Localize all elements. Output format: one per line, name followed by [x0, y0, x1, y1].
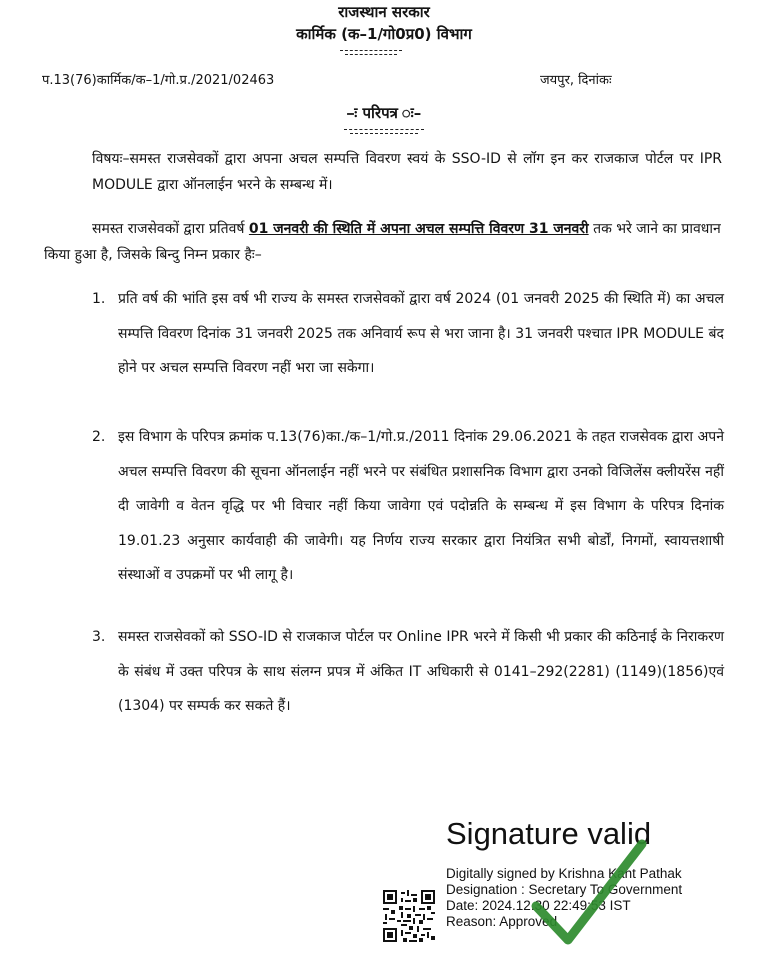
document-type: –ः परिपत्र ः– — [346, 104, 422, 122]
point-2 — [92, 420, 724, 593]
signed-by: Digitally signed by Krishna Kant Pathak — [446, 866, 682, 881]
intro-highlight: 01 जनवरी की स्थिति में अपना अचल सम्पत्ति विवरण 31 जनवरी — [248, 221, 589, 237]
point-1-number: 1. — [92, 291, 106, 307]
signature-date: Date: 2024.12.30 22:49:53 IST — [446, 898, 631, 913]
signature-reason: Reason: Approved — [446, 914, 558, 929]
title-divider-2 — [350, 133, 418, 134]
qr-code-icon — [383, 890, 435, 942]
subject: विषयः–समस्त राजसेवकों द्वारा अपना अचल सम्पत्ति विवरण स्वयं के SSO-ID से लॉग इन कर राजकाज पोर्टल पर IPR MODULE द्वारा ऑनलाईन भरने के सम्बन्ध में। — [92, 151, 722, 193]
point-3-number: 3. — [92, 629, 106, 645]
point-2-text: इस विभाग के परिपत्र क्रमांक प.13(76)का./क–1/गो.प्र./2011 दिनांक 29.06.2021 के तहत राजसेवक द्वारा अपने अचल सम्पत्ति विवरण की सूचना ऑनलाईन नहीं भरने पर संबंधित प्रशासनिक विभाग द्वारा उनको विजिलेंस क्लीयरेंस नहीं दी जावेगी व वेतन वृद्धि पर भी विचार नहीं किया जावेगा एवं पदोन्नति के सम्बन्ध में इस विभाग के परिपत्र दिनांक 19.01.23 अनुसार कार्यवाही की जावेगी। यह निर्णय राज्य सरकार द्वारा नियंत्रित सभी बोर्डों, निगमों, स्वायत्तशाषी संस्थाओं व उपक्रमों पर भी लागू है। — [118, 429, 724, 583]
signature-status: Signature valid — [446, 816, 652, 851]
reference-number: प.13(76)कार्मिक/क–1/गो.प्र./2021/02463 — [42, 73, 275, 88]
department-title: कार्मिक (क–1/गो0प्र0) विभाग — [296, 25, 472, 43]
government-title: राजस्थान सरकार — [338, 3, 430, 21]
header-divider — [340, 50, 402, 51]
point-1 — [92, 282, 724, 386]
checkmark-icon — [528, 836, 648, 948]
designation: Designation : Secretary To Government — [446, 882, 683, 897]
intro-paragraph — [44, 216, 724, 268]
point-1-text: प्रति वर्ष की भांति इस वर्ष भी राज्य के समस्त राजसेवकों द्वारा वर्ष 2024 (01 जनवरी 2025 की स्थिति में) का अचल सम्पत्ति विवरण दिनांक 31 जनवरी 2025 तक अनिवार्य रूप से भरा जाना है। 31 जनवरी पश्चात IPR MODULE बंद होने पर अचल सम्पत्ति विवरण नहीं भरा जा सकेगा। — [118, 291, 724, 376]
title-divider — [344, 129, 424, 130]
point-2-number: 2. — [92, 429, 106, 445]
point-3-text: समस्त राजसेवकों को SSO-ID से राजकाज पोर्टल पर Online IPR भरने में किसी भी प्रकार की कठिनाई के निराकरण के संबंध में उक्त परिपत्र के साथ संलग्न प्रपत्र में अंकित IT अधिकारी से 0141–292(2281) (1149)(1856)एवं (1304) पर सम्पर्क कर सकते हैं। — [118, 629, 724, 714]
point-3 — [92, 620, 724, 724]
place-date: जयपुर, दिनांकः — [540, 73, 612, 88]
intro-text-before: समस्त राजसेवकों द्वारा प्रतिवर्ष — [92, 221, 249, 237]
header-divider-2 — [345, 54, 397, 55]
intro-text-after: तक भरे जाने का प्रावधान किया हुआ है, जिसके बिन्दु निम्न प्रकार हैः– — [44, 221, 721, 263]
